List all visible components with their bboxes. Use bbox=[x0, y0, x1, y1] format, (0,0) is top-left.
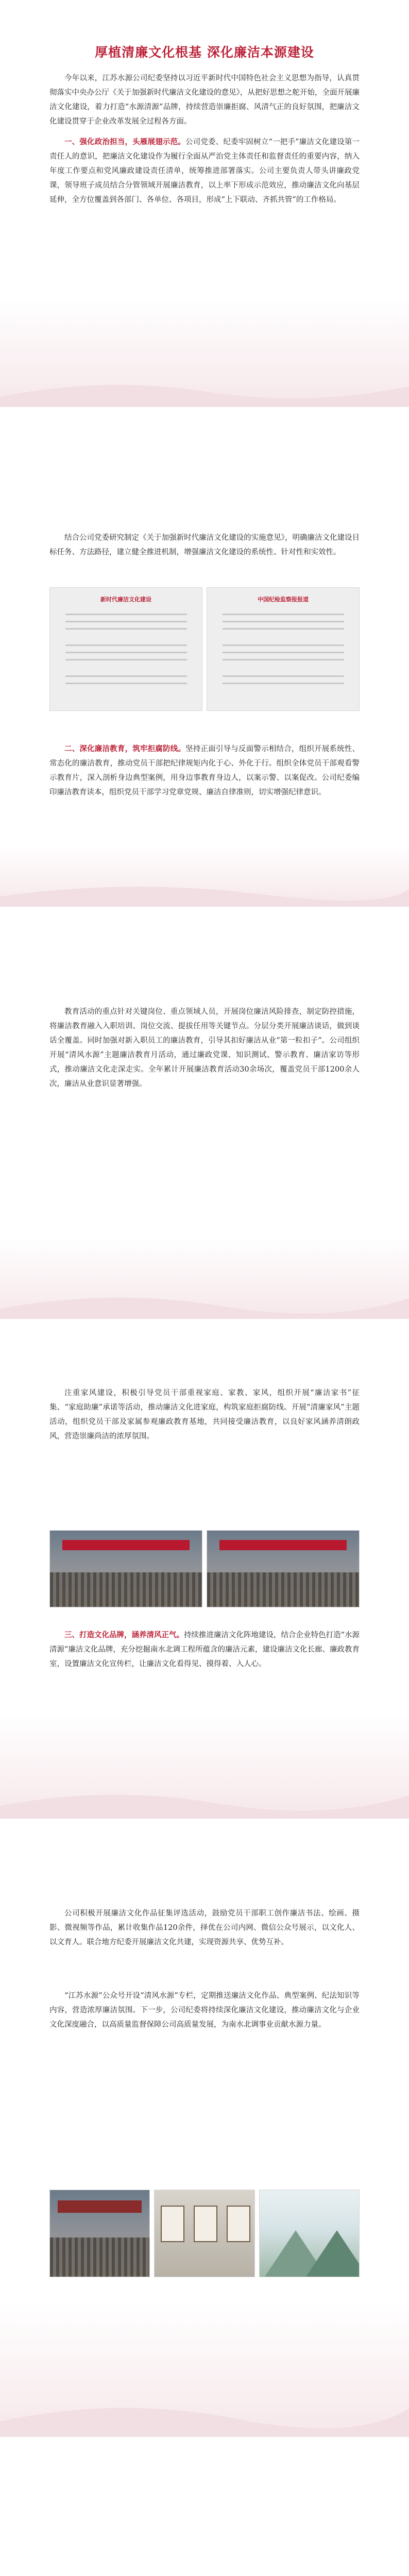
teaching-paragraph: 教育活动的重点针对关键岗位、重点领域人员，开展岗位廉洁风险排查，制定防控措施，将廉洁教育融入入职培训、岗位交流、提拔任用等关键节点。分层分类开展廉洁谈话，做到谈话全覆盖。同时加强对新入职员工的廉洁教育，引导其扣好廉洁从业“第一粒扣子”。公司组织开展“清风水源”主题廉洁教育月活动，通过廉政党课、知识测试、警示教育、廉洁家访等形式，推动廉洁文化走深走实。全年累计开展廉洁教育活动30余场次，覆盖党员干部1200余人次，廉洁从业意识显著增强。 bbox=[49, 1008, 360, 1088]
decorative-divider bbox=[0, 299, 409, 407]
meeting-photo-left bbox=[49, 1530, 202, 1607]
newspaper-image-right bbox=[207, 587, 360, 711]
bottom-decoration bbox=[0, 2303, 409, 2437]
meeting-photo-right bbox=[207, 1530, 360, 1607]
gallery-row bbox=[49, 2190, 360, 2277]
intro-paragraph: 今年以来，江苏水源公司纪委坚持以习近平新时代中国特色社会主义思想为指导，认真贯彻落实中央办公厅《关于加强新时代廉洁文化建设的意见》，从把好思想之舵开始，全面开展廉洁文化建设，着力打造“水源清源”品牌，持续营造崇廉拒腐、风清气正的良好氛围，把廉洁文化建设贯穿于企业改革发展全过程各方面。 bbox=[49, 74, 360, 126]
gallery-photo-2 bbox=[154, 2190, 254, 2277]
newspaper-caption-left: 新时代廉洁文化建设 bbox=[100, 596, 151, 603]
brand-paragraph: 公司积极开展廉洁文化作品征集评选活动，鼓励党员干部职工创作廉洁书法、绘画、摄影、微视频等作品，累计收集作品120余件，择优在公司内网、微信公众号展示，以文化人、以文育人。联合地方纪委开展廉洁文化共建，实现资源共享、优势互补。 bbox=[49, 1909, 360, 1946]
decorative-divider-2 bbox=[0, 845, 409, 907]
section-2 bbox=[49, 742, 360, 800]
mid-paragraph: 结合公司党委研究制定《关于加强新时代廉洁文化建设的实施意见》，明确廉洁文化建设目标任务、方法路径，建立健全推进机制，增强廉洁文化建设的系统性、针对性和实效性。 bbox=[49, 534, 360, 556]
family-paragraph: 注重家风建设，积极引导党员干部重视家庭、家教、家风，组织开展“廉洁家书”征集、“家庭助廉”承诺等活动，推动廉洁文化进家庭，构筑家庭拒腐防线。开展“清廉家风”主题活动，组织党员干部及家属参观廉政教育基地，共同接受廉洁教育，以良好家风涵养清朗政风，营造崇廉尚洁的浓厚氛围。 bbox=[49, 1389, 360, 1440]
section-1-title: 一、强化政治担当，头雁展翅示范。 bbox=[64, 138, 185, 146]
section-2-title: 二、深化廉洁教育，筑牢拒腐防线。 bbox=[64, 744, 186, 753]
section-3-title: 三、打造文化品牌，涵养清风正气。 bbox=[64, 1631, 184, 1639]
article-title: 厚植清廉文化根基 深化廉洁本源建设 bbox=[95, 45, 314, 60]
gallery-photo-3 bbox=[259, 2190, 360, 2277]
section-1-body: 公司党委、纪委牢固树立“一把手”廉洁文化建设第一责任人的意识，把廉洁文化建设作为履行全面从严治党主体责任和监督责任的重要内容，纳入年度工作要点和党风廉政建设责任清单，统筹推进部署落实。公司主要负责人带头讲廉政党课，领导班子成员结合分管领域开展廉洁教育，以上率下形成示范效应，推动廉洁文化向基层延伸，全方位覆盖到各部门、各单位、各项目，形成“上下联动、齐抓共管”的工作格局。 bbox=[49, 138, 360, 204]
section-3-body: 持续推进廉洁文化阵地建设，结合企业特色打造“水源清源”廉洁文化品牌，充分挖掘南水北调工程所蕴含的廉洁元素，建设廉洁文化长廊、廉政教育室，设置廉洁文化宣传栏，让廉洁文化看得见、摸得着、入人心。 bbox=[49, 1631, 360, 1668]
newspaper-image-row bbox=[49, 587, 360, 711]
section-3 bbox=[49, 1628, 360, 1671]
decorative-divider-3 bbox=[0, 1236, 409, 1319]
decorative-divider-4 bbox=[0, 1716, 409, 1819]
brand-paragraph-2: “江苏水源”公众号开设“清风水源”专栏，定期推送廉洁文化作品、典型案例、纪法知识等内容，营造浓厚廉洁氛围。下一步，公司纪委将持续深化廉洁文化建设，推动廉洁文化与企业文化深度融合，以高质量监督保障公司高质量发展，为南水北调事业贡献水源力量。 bbox=[49, 1992, 360, 2029]
photo-row bbox=[49, 1530, 360, 1607]
newspaper-image-left bbox=[49, 587, 202, 711]
section-1 bbox=[49, 135, 360, 207]
newspaper-caption-right: 中国纪检监察报报道 bbox=[258, 596, 309, 603]
section-2-body: 坚持正面引导与反面警示相结合，组织开展系统性、常态化的廉洁教育，推动党员干部把纪律规矩内化于心、外化于行。组织全体党员干部观看警示教育片，深入剖析身边典型案例，用身边事教育身边人，以案示警、以案促改。公司纪委编印廉洁教育读本，组织党员干部学习党章党规、廉洁自律准则，切实增强纪律意识。 bbox=[49, 745, 360, 796]
gallery-photo-1 bbox=[49, 2190, 150, 2277]
